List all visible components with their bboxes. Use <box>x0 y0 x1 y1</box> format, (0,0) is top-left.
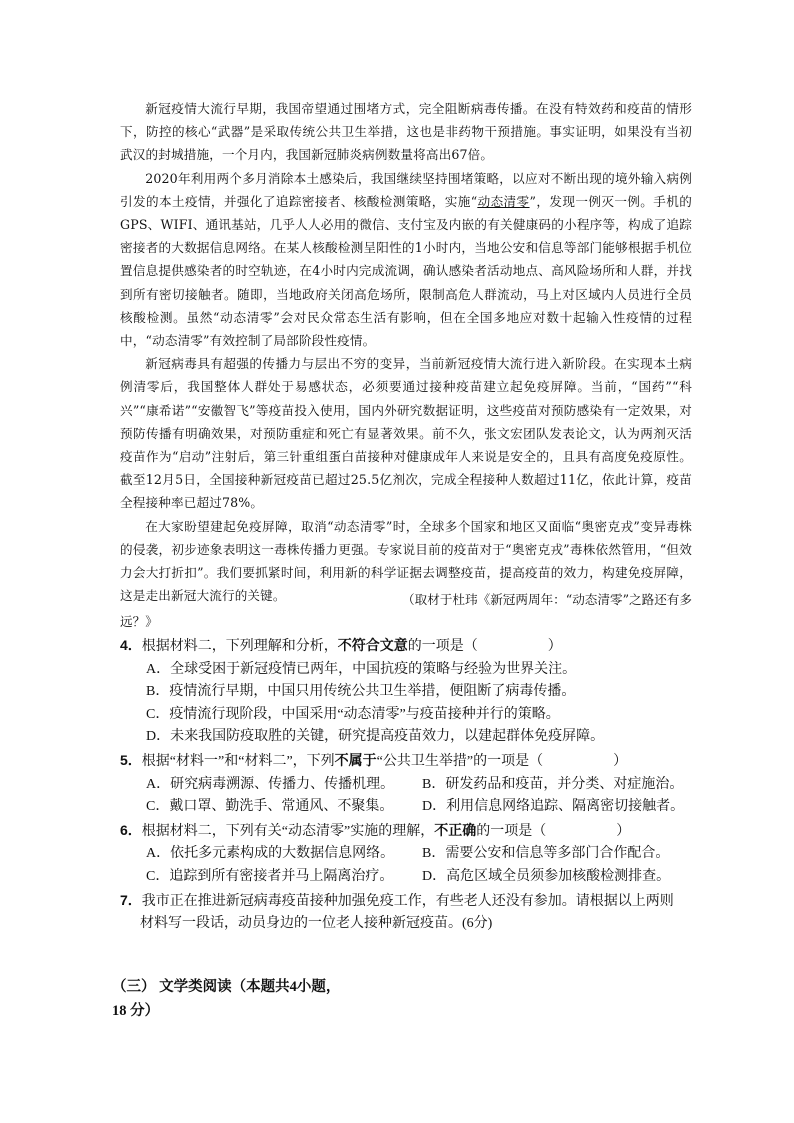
option-c[interactable]: C．戴口罩、勤洗手、常通风、不聚集。 <box>146 799 394 815</box>
material-two-text <box>120 97 692 607</box>
stem-emphasis: 不正确 <box>434 823 477 839</box>
material-paragraph-4: 在大家盼望建起免疫屏障，取消“动态清零”时，全球多个国家和地区又面临“奥密克戎”变异毒株的侵袭，初步迹象表明这一毒株传播力更强。专家说目前的疫苗对于“奥密克戎”毒株依然管用，“但效力会大打折扣”。我们要抓紧时间，利用新的科学证据去调整疫苗，提高疫苗的效力，构建免疫屏障，这是走出新冠大流行的关键。 <box>120 518 692 604</box>
stem-text: 根据材料二，下列有关“动态清零”实施的理解， <box>141 823 435 839</box>
section-heading-line-1: （三） 文学类阅读（本题共4小题， <box>112 979 341 995</box>
material-source <box>120 589 692 633</box>
question-number: 6． <box>120 821 142 838</box>
question-list <box>120 634 700 936</box>
option-a[interactable]: A．全球受困于新冠疫情已两年，中国抗疫的策略与经验为世界关注。 <box>146 661 577 677</box>
section-heading-line-2: 18 分） <box>112 1003 160 1019</box>
source-line-1: （取材于杜玮《新冠两周年：“动态清零”之路还有多 <box>402 592 692 607</box>
option-c[interactable]: C．追踪到所有密接者并马上隔离治疗。 <box>146 868 394 884</box>
stem-emphasis: 不符合文意 <box>337 639 408 654</box>
question-number: 5． <box>120 751 142 768</box>
stem-line-2: 材料写一段话，动员身边的一位老人接种新冠疫苗。(6分) <box>140 916 493 932</box>
option-d[interactable]: D．高危区域全员须参加核酸检测排查。 <box>422 868 671 884</box>
stem-text-end: 的一项是（ ） <box>476 823 631 839</box>
option-b[interactable]: B．研发药品和疫苗，并分类、对症施治。 <box>422 776 684 792</box>
option-d[interactable]: D．利用信息网络追踪、隔离密切接触者。 <box>422 799 685 815</box>
material-paragraph-2 <box>120 167 692 353</box>
question-4-stem <box>120 634 700 659</box>
question-6-stem <box>120 819 700 844</box>
option-d[interactable]: D．未来我国防疫取胜的关键，研究提高疫苗效力，以建起群体免疫屏障。 <box>146 729 605 745</box>
options-row-ab <box>120 774 700 797</box>
question-5 <box>120 749 700 819</box>
question-number: 7． <box>120 891 142 908</box>
option-b[interactable]: B．需要公安和信息等多部门合作配合。 <box>422 846 670 862</box>
question-4 <box>120 634 700 749</box>
paragraph-2-part-a: 2020年利用两个多月消除本土感染后，我国继续坚持围堵策略，以应对不断出现的境外输入病例引发的本土疫情，并强化了追踪密接者、核酸检测策略，实施“ <box>120 170 692 209</box>
stem-text-end: “公共卫生举措”的一项是（ ） <box>376 753 628 769</box>
stem-text: 根据“材料一”和“材料二”，下列 <box>141 753 335 769</box>
paragraph-2-underlined: 动态清零 <box>477 193 530 209</box>
option-a[interactable]: A．依托多元素构成的大数据信息网络。 <box>146 846 395 862</box>
question-7-stem <box>120 889 700 914</box>
question-5-stem <box>120 749 700 774</box>
paragraph-2-part-b: ”，发现一例灭一例。手机的GPS、WIFI、通讯基站，几乎人人必用的微信、支付宝及内嵌的有关健康码的小程序等，构成了追踪密接者的大数据信息网络。在某人核酸检测呈阳性的1小时内，当地公安和信息等部门能够根据手机位置信息提供感染者的时空轨迹，在4小时内完成流调，确认感染者活动地点、高风险场所和人群，并找到所有密切接触者。随即，当地政府关闭高危场所，限制高危人群流动，马上对区域内人员进行全员核酸检测。虽然“动态清零”会对民众常态生活有影响，但在全国多地应对数十起输入性疫情的过程中，“动态清零”有效控制了局部阶段性疫情。 <box>120 193 693 349</box>
options-row-cd <box>120 866 700 889</box>
option-b[interactable]: B．疫情流行早期，中国只用传统公共卫生举措，便阻断了病毒传播。 <box>146 684 576 700</box>
section-three-heading <box>112 975 412 1023</box>
material-paragraph-1: 新冠疫情大流行早期，我国帝望通过围堵方式，完全阻断病毒传播。在没有特效药和疫苗的情形下，防控的核心“武器”是采取传统公共卫生举措，这也是非药物干预措施。事实证明，如果没有当初武汉的封城措施，一个月内，我国新冠肺炎病例数量将高出67倍。 <box>120 101 692 163</box>
options-row-ab <box>120 843 700 866</box>
material-paragraph-3: 新冠病毒具有超强的传播力与层出不穷的变异，当前新冠疫情大流行进入新阶段。在实现本土病例清零后，我国整体人群处于易感状态，必须要通过接种疫苗建立起免疫屏障。当前，“国药”“科兴”“康希诺”“安徽智飞”等疫苗投入使用，国内外研究数据证明，这些疫苗对预防感染有一定效果，对预防传播有明确效果，对预防重症和死亡有显著效果。前不久，张文宏团队发表论文，认为两剂灭活疫苗作为“启动”注射后，第三针重组蛋白苗接种对健康成年人来说是安全的，且具有高度免疫原性。截至12月5日，全国接种新冠疫苗已超过25.5亿剂次，完成全程接种人数超过11亿，依此计算，疫苗全程接种率已超过78%。 <box>120 356 692 511</box>
stem-text-end: 的一项是（ ） <box>407 639 562 654</box>
option-a[interactable]: A．研究病毒溯源、传播力、传播机理。 <box>146 776 395 792</box>
stem-emphasis: 不属于 <box>334 753 377 769</box>
options-row-cd <box>120 796 700 819</box>
source-line-2: 远？》 <box>120 614 158 629</box>
question-7 <box>120 889 700 936</box>
stem-line-1: 我市正在推进新冠病毒疫苗接种加强免疫工作，有些老人还没有参加。请根据以上两则 <box>141 893 674 909</box>
question-number: 4． <box>120 637 142 653</box>
stem-text: 根据材料二，下列理解和分析， <box>141 639 338 654</box>
question-6 <box>120 819 700 889</box>
option-c[interactable]: C．疫情流行现阶段，中国采用“动态清零”与疫苗接种并行的策略。 <box>146 706 560 722</box>
